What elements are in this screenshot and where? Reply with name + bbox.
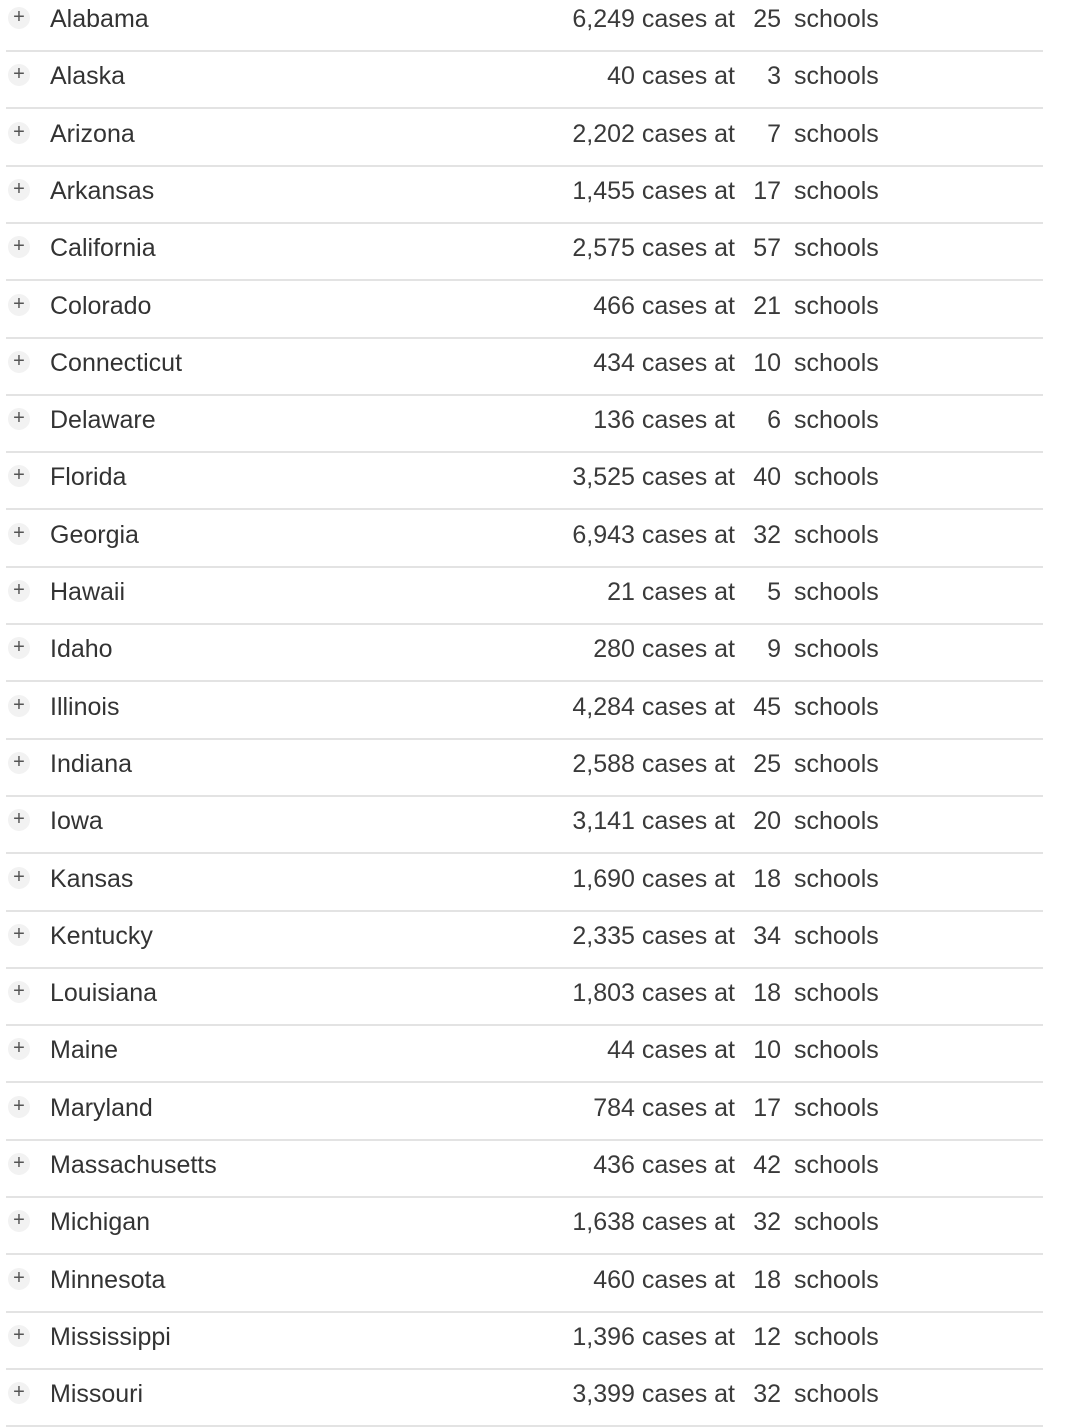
schools-label: schools <box>794 1151 879 1179</box>
school-count: 17 <box>753 1094 781 1122</box>
state-name: Hawaii <box>50 578 126 606</box>
state-row-colorado[interactable] <box>0 282 1080 339</box>
case-count: 436 cases at <box>593 1151 735 1179</box>
school-count: 3 <box>767 62 781 90</box>
schools-label: schools <box>794 635 879 663</box>
schools-label: schools <box>794 234 879 262</box>
plus-icon[interactable]: + <box>8 236 30 258</box>
plus-icon[interactable]: + <box>8 351 30 373</box>
plus-icon[interactable]: + <box>8 465 30 487</box>
plus-icon[interactable]: + <box>8 867 30 889</box>
school-count: 42 <box>753 1151 781 1179</box>
state-name: Indiana <box>50 750 133 778</box>
case-count: 2,335 cases at <box>572 922 735 950</box>
state-name: Massachusetts <box>50 1151 217 1179</box>
state-name: Idaho <box>50 635 113 663</box>
row-divider <box>6 852 1043 854</box>
case-count: 44 cases at <box>607 1036 735 1064</box>
school-count: 5 <box>767 578 781 606</box>
case-count: 136 cases at <box>593 406 735 434</box>
case-count: 3,525 cases at <box>572 463 735 491</box>
case-count: 2,588 cases at <box>572 750 735 778</box>
schools-label: schools <box>794 62 879 90</box>
row-divider <box>6 1081 1043 1083</box>
school-count: 6 <box>767 406 781 434</box>
state-row-hawaii[interactable] <box>0 568 1080 625</box>
state-row-missouri[interactable] <box>0 1370 1080 1427</box>
schools-label: schools <box>794 807 879 835</box>
case-count: 434 cases at <box>593 349 735 377</box>
plus-icon[interactable]: + <box>8 1096 30 1118</box>
state-row-florida[interactable] <box>0 453 1080 510</box>
school-count: 25 <box>753 750 781 778</box>
state-name: Alaska <box>50 62 126 90</box>
state-row-maine[interactable] <box>0 1026 1080 1083</box>
schools-label: schools <box>794 979 879 1007</box>
state-row-connecticut[interactable] <box>0 339 1080 396</box>
school-count: 32 <box>753 1208 781 1236</box>
row-divider <box>6 279 1043 281</box>
schools-label: schools <box>794 922 879 950</box>
plus-icon[interactable]: + <box>8 64 30 86</box>
row-divider <box>6 1253 1043 1255</box>
school-count: 12 <box>753 1323 781 1351</box>
state-row-michigan[interactable] <box>0 1198 1080 1255</box>
state-row-arizona[interactable] <box>0 110 1080 167</box>
state-name: Illinois <box>50 693 120 721</box>
case-count: 1,396 cases at <box>572 1323 735 1351</box>
school-count: 32 <box>753 1380 781 1408</box>
plus-icon[interactable]: + <box>8 1153 30 1175</box>
state-row-indiana[interactable] <box>0 740 1080 797</box>
state-name: Michigan <box>50 1208 151 1236</box>
plus-icon[interactable]: + <box>8 523 30 545</box>
state-name: Georgia <box>50 521 139 549</box>
state-row-massachusetts[interactable] <box>0 1141 1080 1198</box>
state-row-california[interactable] <box>0 224 1080 281</box>
school-count: 9 <box>767 635 781 663</box>
state-row-arkansas[interactable] <box>0 167 1080 224</box>
state-row-alaska[interactable] <box>0 52 1080 109</box>
schools-label: schools <box>794 693 879 721</box>
schools-label: schools <box>794 1094 879 1122</box>
state-name: Maine <box>50 1036 119 1064</box>
plus-icon[interactable]: + <box>8 981 30 1003</box>
plus-icon[interactable]: + <box>8 1038 30 1060</box>
state-row-louisiana[interactable] <box>0 969 1080 1026</box>
school-count: 7 <box>767 120 781 148</box>
state-name: Missouri <box>50 1380 144 1408</box>
case-count: 3,399 cases at <box>572 1380 735 1408</box>
plus-icon[interactable]: + <box>8 695 30 717</box>
case-count: 1,455 cases at <box>572 177 735 205</box>
plus-icon[interactable]: + <box>8 1325 30 1347</box>
schools-label: schools <box>794 5 879 33</box>
schools-label: schools <box>794 292 879 320</box>
state-name: Minnesota <box>50 1266 166 1294</box>
schools-label: schools <box>794 750 879 778</box>
state-name: California <box>50 234 156 262</box>
state-row-idaho[interactable] <box>0 625 1080 682</box>
plus-icon[interactable]: + <box>8 809 30 831</box>
schools-label: schools <box>794 865 879 893</box>
case-count: 6,249 cases at <box>572 5 735 33</box>
state-row-alabama[interactable] <box>0 0 1080 52</box>
schools-label: schools <box>794 521 879 549</box>
plus-icon[interactable]: + <box>8 1382 30 1404</box>
plus-icon[interactable]: + <box>8 294 30 316</box>
plus-icon[interactable]: + <box>8 1268 30 1290</box>
case-count: 21 cases at <box>607 578 735 606</box>
school-count: 17 <box>753 177 781 205</box>
school-count: 18 <box>753 865 781 893</box>
school-count: 21 <box>753 292 781 320</box>
state-name: Iowa <box>50 807 103 835</box>
schools-label: schools <box>794 177 879 205</box>
schools-label: schools <box>794 1208 879 1236</box>
school-count: 18 <box>753 1266 781 1294</box>
schools-label: schools <box>794 120 879 148</box>
case-count: 2,575 cases at <box>572 234 735 262</box>
row-divider <box>6 680 1043 682</box>
state-name: Maryland <box>50 1094 153 1122</box>
state-name: Connecticut <box>50 349 183 377</box>
plus-icon[interactable]: + <box>8 924 30 946</box>
school-count: 10 <box>753 349 781 377</box>
state-name: Arkansas <box>50 177 155 205</box>
plus-icon[interactable]: + <box>8 637 30 659</box>
schools-label: schools <box>794 349 879 377</box>
state-row-maryland[interactable] <box>0 1084 1080 1141</box>
case-count: 4,284 cases at <box>572 693 735 721</box>
state-row-kansas[interactable] <box>0 855 1080 912</box>
case-count: 6,943 cases at <box>572 521 735 549</box>
plus-icon[interactable]: + <box>8 1210 30 1232</box>
state-row-mississippi[interactable] <box>0 1313 1080 1370</box>
state-name: Florida <box>50 463 127 491</box>
case-count: 1,690 cases at <box>572 865 735 893</box>
case-count: 1,638 cases at <box>572 1208 735 1236</box>
school-count: 25 <box>753 5 781 33</box>
case-count: 280 cases at <box>593 635 735 663</box>
state-name: Delaware <box>50 406 156 434</box>
school-count: 45 <box>753 693 781 721</box>
school-count: 34 <box>753 922 781 950</box>
state-name: Colorado <box>50 292 152 320</box>
schools-label: schools <box>794 406 879 434</box>
row-divider <box>6 508 1043 510</box>
schools-label: schools <box>794 1380 879 1408</box>
plus-icon[interactable]: + <box>8 752 30 774</box>
case-count: 2,202 cases at <box>572 120 735 148</box>
school-count: 32 <box>753 521 781 549</box>
state-row-iowa[interactable] <box>0 797 1080 854</box>
plus-icon[interactable]: + <box>8 7 30 29</box>
case-count: 1,803 cases at <box>572 979 735 1007</box>
case-count: 784 cases at <box>593 1094 735 1122</box>
state-row-illinois[interactable] <box>0 683 1080 740</box>
state-row-minnesota[interactable] <box>0 1256 1080 1313</box>
state-name: Louisiana <box>50 979 158 1007</box>
case-count: 460 cases at <box>593 1266 735 1294</box>
school-count: 20 <box>753 807 781 835</box>
state-row-georgia[interactable] <box>0 511 1080 568</box>
schools-label: schools <box>794 578 879 606</box>
case-count: 3,141 cases at <box>572 807 735 835</box>
plus-icon[interactable]: + <box>8 580 30 602</box>
plus-icon[interactable]: + <box>8 408 30 430</box>
state-name: Kentucky <box>50 922 153 950</box>
state-row-kentucky[interactable] <box>0 912 1080 969</box>
school-count: 18 <box>753 979 781 1007</box>
school-count: 57 <box>753 234 781 262</box>
case-count: 466 cases at <box>593 292 735 320</box>
state-name: Kansas <box>50 865 134 893</box>
row-divider <box>6 107 1043 109</box>
plus-icon[interactable]: + <box>8 179 30 201</box>
schools-label: schools <box>794 463 879 491</box>
school-count: 10 <box>753 1036 781 1064</box>
state-name: Mississippi <box>50 1323 171 1351</box>
school-count: 40 <box>753 463 781 491</box>
state-name: Alabama <box>50 5 149 33</box>
schools-label: schools <box>794 1266 879 1294</box>
state-row-delaware[interactable] <box>0 396 1080 453</box>
schools-label: schools <box>794 1036 879 1064</box>
plus-icon[interactable]: + <box>8 122 30 144</box>
schools-label: schools <box>794 1323 879 1351</box>
state-name: Arizona <box>50 120 135 148</box>
case-count: 40 cases at <box>607 62 735 90</box>
